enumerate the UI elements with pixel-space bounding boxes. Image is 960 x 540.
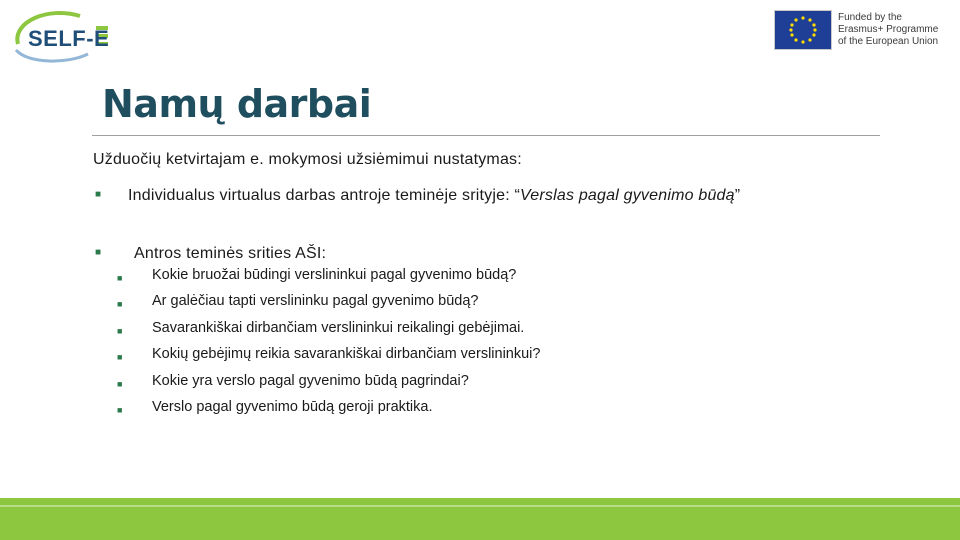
eu-line-3: of the European Union (838, 36, 939, 47)
square-bullet-icon: ■ (117, 273, 123, 283)
bullet-text: Individualus virtualus darbas antroje teminėje srityje: “Verslas pagal gyvenimo būdą” (128, 187, 741, 204)
square-bullet-icon: ■ (117, 404, 123, 415)
square-bullet-icon: ■ (117, 352, 123, 363)
eu-line-1: Funded by the (838, 12, 902, 23)
self-e-logo (8, 4, 116, 66)
eu-line-2: Erasmus+ Programme (838, 24, 939, 35)
title-divider (92, 135, 880, 136)
footer-accent-line (0, 505, 960, 507)
square-bullet-icon: ■ (95, 189, 102, 200)
square-bullet-icon: ■ (117, 378, 123, 389)
eu-funding-banner (774, 10, 960, 50)
intro-text: Užduočių ketvirtajam e. mokymosi užsiėmimui nustatymas: (93, 151, 522, 168)
eu-flag-icon (774, 10, 832, 50)
square-bullet-icon: ■ (117, 299, 123, 310)
square-bullet-icon: ■ (117, 325, 123, 336)
slide-title: Namų darbai (102, 82, 372, 126)
bullet-text: Antros teminės srities AŠI: (134, 245, 327, 262)
eu-funding-text (838, 12, 960, 48)
logo-text: SELF-E (28, 26, 110, 51)
square-bullet-icon: ■ (95, 247, 102, 258)
